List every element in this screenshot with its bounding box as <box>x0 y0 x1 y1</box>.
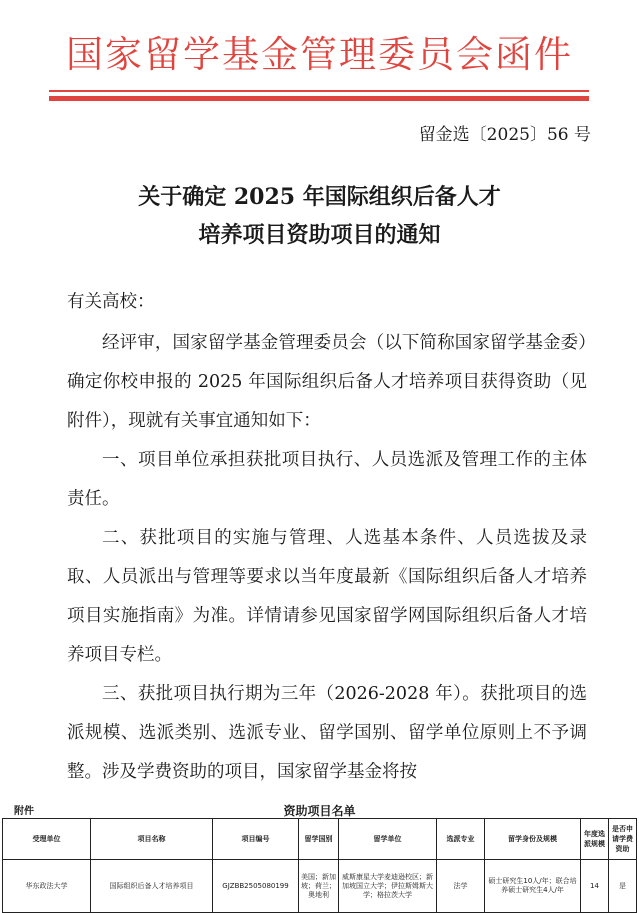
paragraph-item-2: 二、获批项目的实施与管理、人选基本条件、人员选拔及录取、人员派出与管理等要求以当年度最新《国际组织后备人才培养项目实施指南》为准。详情请参见国家留学网国际组织后备人才培养项目专栏。 <box>67 528 587 665</box>
header-status: 留学身份及规模 <box>485 819 581 860</box>
cell-status: 硕士研究生10人/年；联合培养硕士研究生4人/年 <box>485 860 581 913</box>
attachment-title: 资助项目名单 <box>283 804 356 818</box>
attachment-label: 附件 <box>14 806 34 817</box>
header-code: 项目编号 <box>213 819 299 860</box>
letterhead-rule-thin <box>49 90 589 92</box>
cell-countries: 美国；新加坡；荷兰；奥地利 <box>299 860 339 913</box>
document-number: 留金选〔2025〕56 号 <box>418 125 591 145</box>
cell-institutions: 威斯康星大学麦迪逊校区；新加坡国立大学；伊拉斯姆斯大学；格拉茨大学 <box>339 860 437 913</box>
notice-body <box>67 324 587 792</box>
cell-unit: 华东政法大学 <box>3 860 91 913</box>
cell-major: 法学 <box>437 860 485 913</box>
notice-title-line-1: 关于确定 2025 年国际组织后备人才 <box>138 184 501 210</box>
table-row <box>3 860 637 913</box>
header-unit: 受理单位 <box>3 819 91 860</box>
header-institutions: 留学单位 <box>339 819 437 860</box>
table-header-row <box>3 819 637 860</box>
cell-project: 国际组织后备人才培养项目 <box>91 860 213 913</box>
cell-annual-scale: 14 <box>581 860 609 913</box>
paragraph-item-3: 三、获批项目执行期为三年（2026-2028 年）。获批项目的选派规模、选派类别、选派专业、留学国别、留学单位原则上不予调整。涉及学费资助的项目，国家留学基金将按 <box>67 684 587 782</box>
header-tuition: 是否申请学费资助 <box>609 819 637 860</box>
cell-code: GJZBB2505080199 <box>213 860 299 913</box>
funded-projects-table <box>2 818 637 913</box>
header-countries: 留学国别 <box>299 819 339 860</box>
header-project: 项目名称 <box>91 819 213 860</box>
notice-title-line-2: 培养项目资助项目的通知 <box>198 222 441 248</box>
paragraph-intro: 经评审，国家留学基金管理委员会（以下简称国家留学基金委）确定你校申报的 2025 年国际组织后备人才培养项目获得资助（见附件），现就有关事宜通知如下： <box>67 333 587 431</box>
letterhead-title: 国家留学基金管理委员会函件 <box>66 33 573 76</box>
header-annual-scale: 年度选派规模 <box>581 819 609 860</box>
paragraph-item-1: 一、项目单位承担获批项目执行、人员选派及管理工作的主体责任。 <box>67 450 587 509</box>
cell-tuition: 是 <box>609 860 637 913</box>
header-major: 选派专业 <box>437 819 485 860</box>
salutation: 有关高校： <box>67 292 155 312</box>
letterhead-rule-thick <box>49 96 589 101</box>
